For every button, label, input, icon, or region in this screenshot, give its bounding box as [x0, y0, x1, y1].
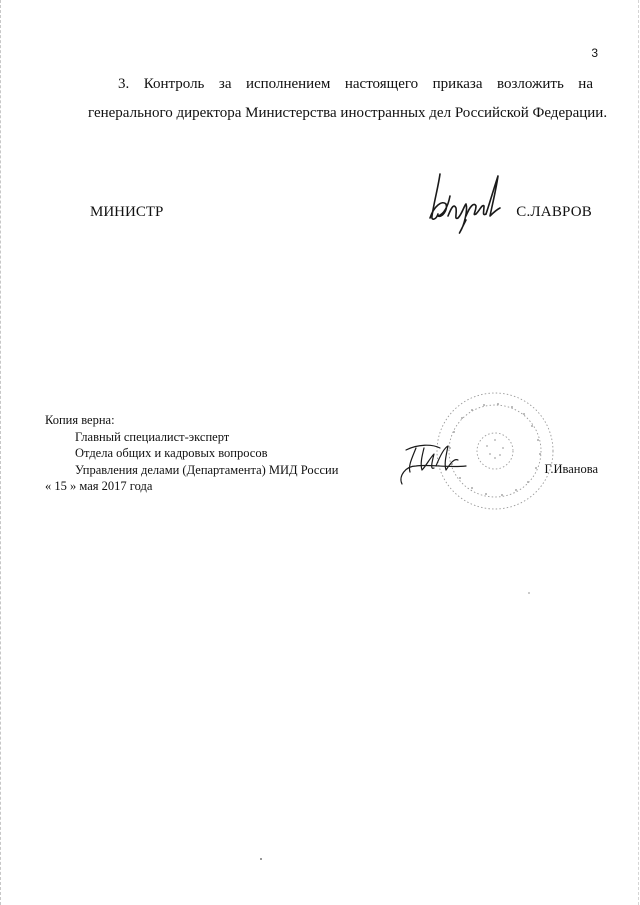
- minister-signature: [424, 166, 514, 238]
- certifier-signature: [396, 436, 474, 492]
- order-paragraph-line2: генерального директора Министерства иностранных дел Российской Федерации.: [88, 105, 608, 121]
- certifier-name: Г.Иванова: [544, 462, 598, 476]
- page-number: 3: [591, 46, 598, 60]
- order-paragraph-line1: 3. Контроль за исполнением настоящего приказа возложить на: [118, 76, 593, 92]
- scan-speck: [260, 858, 262, 860]
- scan-edge-left: [0, 0, 2, 905]
- copy-certification: [45, 412, 338, 495]
- signatory-name: С.ЛАВРОВ: [516, 204, 592, 220]
- copy-heading: Копия верна:: [45, 413, 115, 427]
- scan-speck: [528, 592, 530, 594]
- certifier-position-line2: Отдела общих и кадровых вопросов: [75, 446, 268, 460]
- certification-date: « 15 » мая 2017 года: [45, 479, 153, 493]
- certifier-position-line3: Управления делами (Департамента) МИД России: [75, 462, 339, 477]
- signatory-title: МИНИСТР: [90, 204, 164, 220]
- certifier-position-line1: Главный специалист-эксперт: [75, 429, 230, 444]
